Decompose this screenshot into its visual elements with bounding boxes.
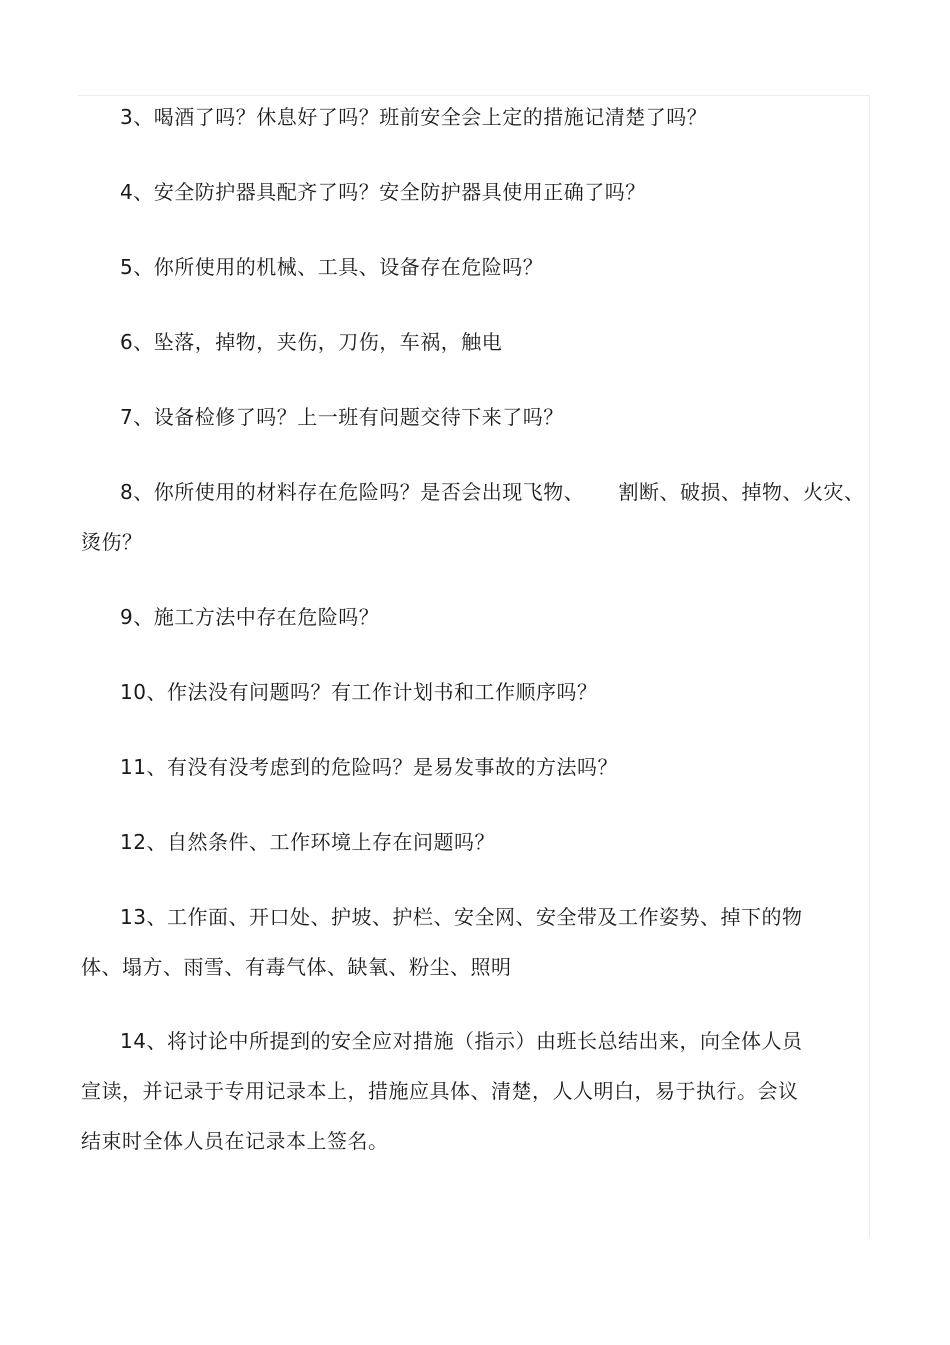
list-item-4: 4、安全防护器具配齐了吗？安全防护器具使用正确了吗？	[120, 180, 646, 204]
list-item-12: 12、自然条件、工作环境上存在问题吗？	[120, 830, 495, 854]
list-item-6: 6、坠落，掉物，夹伤，刀伤，车祸，触电	[120, 330, 503, 354]
list-item-7: 7、设备检修了吗？上一班有问题交待下来了吗？	[120, 405, 564, 429]
list-item-8-line-1: 8、你所使用的材料存在危险吗？是否会出现飞物、 割断、破损、掉物、火灾、	[120, 480, 865, 504]
list-item-9: 9、施工方法中存在危险吗？	[120, 605, 380, 629]
list-item-8-line-2: 烫伤？	[81, 530, 143, 554]
list-item-10: 10、作法没有问题吗？有工作计划书和工作顺序吗？	[120, 680, 598, 704]
list-item-14-line-2: 宣读，并记录于专用记录本上，措施应具体、清楚，人人明白，易于执行。会议	[81, 1079, 799, 1103]
list-item-14-line-1: 14、将讨论中所提到的安全应对措施（指示）由班长总结出来，向全体人员	[120, 1029, 803, 1053]
list-item-13-line-2: 体、塌方、雨雪、有毒气体、缺氧、粉尘、照明	[81, 955, 512, 979]
list-item-3: 3、喝酒了吗？休息好了吗？班前安全会上定的措施记清楚了吗？	[120, 105, 708, 129]
list-item-11: 11、有没有没考虑到的危险吗？是易发事故的方法吗？	[120, 755, 618, 779]
list-item-14-line-3: 结束时全体人员在记录本上签名。	[81, 1129, 389, 1153]
list-item-13-line-1: 13、工作面、开口处、护坡、护栏、安全网、安全带及工作姿势、掉下的物	[120, 905, 803, 929]
list-item-5: 5、你所使用的机械、工具、设备存在危险吗？	[120, 255, 544, 279]
